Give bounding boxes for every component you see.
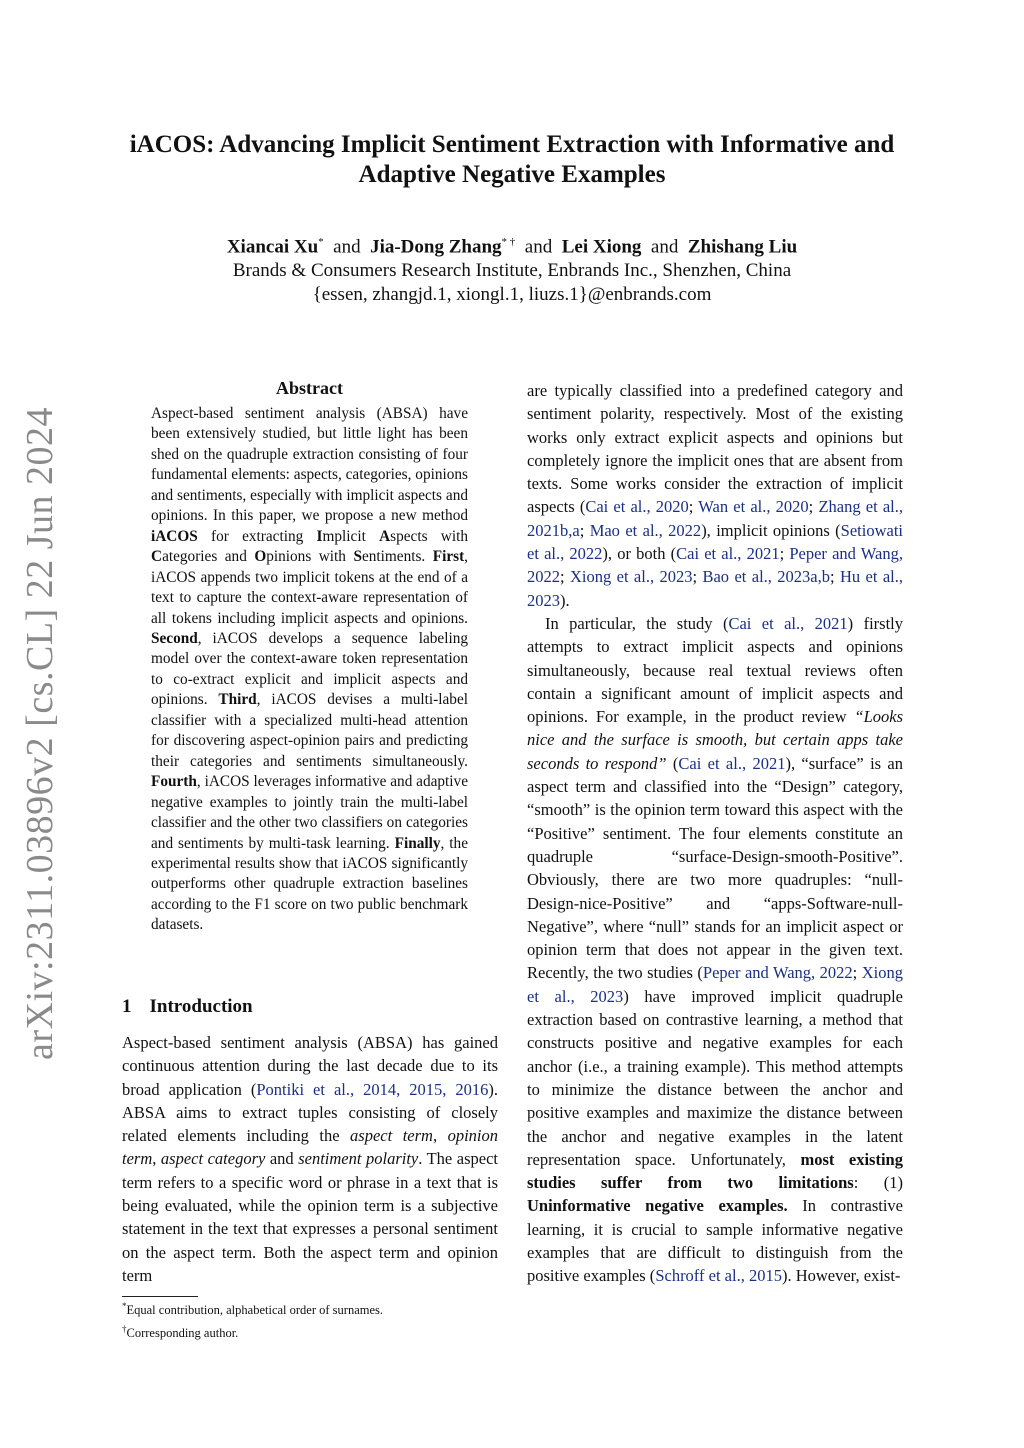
acronym-letter: O [254,548,267,566]
footnote-item [122,1320,498,1343]
text-run: In particular, the study ( [545,613,729,633]
text-run: ). [560,590,570,610]
text-run: ), “surface” is an aspect term and classified into the “Design” category, “smooth” is the opinion term toward this aspect with the “Positive” sentiment. The four elements constitute an quadruple “surface-Design-smooth-Positive”. Obviously, there are two more quadruples: “null-Design-nice-Positive” and “apps-Software-null-Negative”, where “null” stands for an implicit aspect or opinion term that does not appear in the given text. Recently, the two studies ( [527,753,904,983]
citation-link[interactable]: Mao et al., 2022 [589,520,702,540]
author-mark: * [318,236,324,248]
citation-link[interactable]: Bao et al., 2023a,b [702,567,830,587]
author-and: and [650,236,679,258]
text-run: , iACOS appends two implicit tokens at the end of a text to capture the context-aware representation of all tokens including implicit aspects and opinions. [151,548,468,627]
text-run: Aspect-based sentiment analysis (ABSA) have been extensively studied, but little light has been shed on the quadruple extraction consisting of four fundamental elements: aspects, categories, opinions and sentiments, especially with implicit aspects and opinions. In this paper, we propose a new method [151,405,468,525]
text-run: , iACOS devises a multi-label classifier with a specialized multi-head attention for discovering aspect-opinion pairs and predicting their categories and sentiments simultaneously. [151,691,468,770]
text-run: . The aspect term refers to a specific word or phrase in a text that is being evaluated, while the opinion term is a subjective statement in the text that expresses a personal sentiment on the aspect term. Both the aspect term and opinion term [122,1149,498,1285]
text-run: , iACOS leverages informative and adaptive negative examples to jointly train the multi-label classifier and the other two classifiers on categories and sentiments by multi-task learning. [151,773,468,852]
acronym-letter: I [316,527,323,545]
text-run: ; [779,544,790,564]
citation-link[interactable]: Hu et al., 2023 [527,567,903,610]
text-run: ). ABSA aims to extract tuples consisting of closely related elements including the [122,1079,498,1146]
step-label: Third [218,691,257,709]
text-run: ; [808,497,819,517]
citation-link[interactable]: Peper and Wang, 2022 [527,544,903,587]
paper-title [100,130,924,190]
text-run: ; [852,963,862,983]
citation-link[interactable]: Wan et al., 2020 [698,497,809,517]
text-run: are typically classified into a predefined category and sentiment polarity, respectively. Most of the existing works only extract explicit aspects and opinions but completely ignore the implicit ones that are absent from texts. Some works consider the extraction of implicit aspects ( [527,381,903,517]
text-run: ) have improved implicit quadruple extraction based on contrastive learning, a method that constructs positive and negative examples for each anchor (i.e., a training example). This method attempts to minimize the distance between the anchor and positive examples and maximize the distance between the anchor and negative examples in the latent representation space. Unfortunately, [527,986,903,1169]
citation-link[interactable]: Setiowati et al., 2022 [527,520,903,564]
intro-paragraph [122,1031,498,1287]
text-run: pinions with [266,548,354,566]
title-line-2: Adaptive Negative Examples [358,161,666,188]
method-name: iACOS [151,527,198,545]
footnote-text: Corresponding author. [126,1326,239,1341]
text-run: mplicit [322,527,380,545]
text-run: , the experimental results show that iACOS significantly outperforms other quadruple extraction baselines according to the F1 score on two public benchmark datasets. [151,834,468,934]
citation-link[interactable]: Schroff et al., 2015 [655,1266,782,1286]
section-heading-introduction [122,996,253,1018]
step-label: Finally [394,834,441,852]
review-quote: “Looks nice and the surface is smooth, but certain apps take seconds to respond” [527,707,903,773]
term-emphasis: opinion term [122,1126,499,1169]
author-mark: * † [501,236,516,248]
intro-paragraph [527,612,903,1288]
text-run: ), or both ( [602,544,677,564]
intro-right-column [527,379,903,1288]
text-run: ). However, exist- [781,1266,901,1286]
section-title: Introduction [149,996,253,1017]
text-run: , [152,1149,161,1169]
author-name: Lei Xiong [561,236,642,258]
citation-link[interactable]: Cai et al., 2021 [676,544,780,564]
author-and: and [333,236,361,258]
arxiv-identifier: arXiv:2311.03896v2 [cs.CL] 22 Jun 2024 [19,407,61,1060]
footnotes [122,1297,498,1343]
text-run: entiments. [361,548,433,566]
citation-link[interactable]: Cai et al., 2021 [728,613,848,633]
citation-link[interactable]: Peper and Wang, 2022 [702,963,853,983]
acronym-letter: C [151,548,163,566]
intro-left-column [122,1031,498,1287]
intro-paragraph [527,379,903,612]
text-run: ategories and [162,548,255,566]
section-number: 1 [122,996,132,1017]
acronym-letter: A [379,527,391,545]
text-run: ; [560,567,570,587]
step-label: Second [151,629,198,647]
text-run: , [432,1126,448,1146]
affiliation: Brands & Consumers Research Institute, Enbrands Inc., Shenzhen, China [232,260,792,282]
text-run: for extracting [197,527,317,545]
author-emails: {essen, zhangjd.1, xiongl.1, liuzs.1}@enbrands.com [312,284,712,306]
author-name: Zhishang Liu [687,236,798,258]
bold-phrase: most existing studies suffer from two limitations [527,1149,903,1193]
footnote-mark: * [122,1301,127,1311]
text-run: Aspect-based sentiment analysis (ABSA) has gained continuous attention during the last decade due to its broad application ( [122,1033,498,1099]
term-emphasis: aspect category [160,1149,266,1169]
text-run: and [265,1149,299,1169]
text-run: ; [692,567,703,587]
text-run: ; [579,520,590,540]
text-run: ) firstly attempts to extract implicit aspects and opinions simultaneously, because real textual reviews often contain a significant amount of implicit aspects and opinions. For example, in the product review [527,613,903,727]
text-run: : (1) [853,1173,903,1193]
author-block [100,230,924,307]
term-emphasis: sentiment polarity [298,1149,419,1169]
citation-link[interactable]: Pontiki et al., 2014, 2015, 2016 [256,1079,489,1099]
abstract-paragraph [151,404,468,936]
step-label: First [432,548,465,566]
acronym-letter: S [353,548,362,566]
text-run: ( [666,753,679,773]
step-label: Fourth [151,773,197,791]
author-list [100,230,924,259]
citation-link[interactable]: Xiong et al., 2023 [527,963,903,1006]
text-run: ), implicit opinions ( [701,520,841,540]
footnote-mark: † [122,1324,127,1335]
citation-link[interactable]: Cai et al., 2021 [678,753,786,773]
text-run: , iACOS develops a sequence labeling model over the context-aware token representation to co-extract explicit and implicit aspects and opinions. [151,629,468,709]
term-emphasis: aspect term [350,1126,433,1146]
citation-link[interactable]: Xiong et al., 2023 [569,567,693,587]
citation-link[interactable]: Zhang et al., 2021b,a [527,497,903,540]
author-name: Xiancai Xu [226,236,319,258]
author-and: and [524,236,553,258]
text-run: spects with [390,527,468,545]
text-run: ; [830,567,840,587]
abstract-heading: Abstract [276,378,343,398]
text-run: In contrastive learning, it is crucial to sample informative negative examples that are difficult to distinguish from the positive examples ( [527,1196,903,1286]
footnote-item [122,1297,498,1320]
title-line-1: iACOS: Advancing Implicit Sentiment Extraction with Informative and [129,131,895,158]
author-name: Jia-Dong Zhang [370,236,502,258]
citation-link[interactable]: Cai et al., 2020 [585,497,689,517]
abstract-body [151,404,468,936]
bold-phrase: Uninformative negative examples. [527,1196,788,1216]
footnote-text: Equal contribution, alphabetical order of surnames. [126,1303,384,1318]
text-run: ; [688,497,699,517]
